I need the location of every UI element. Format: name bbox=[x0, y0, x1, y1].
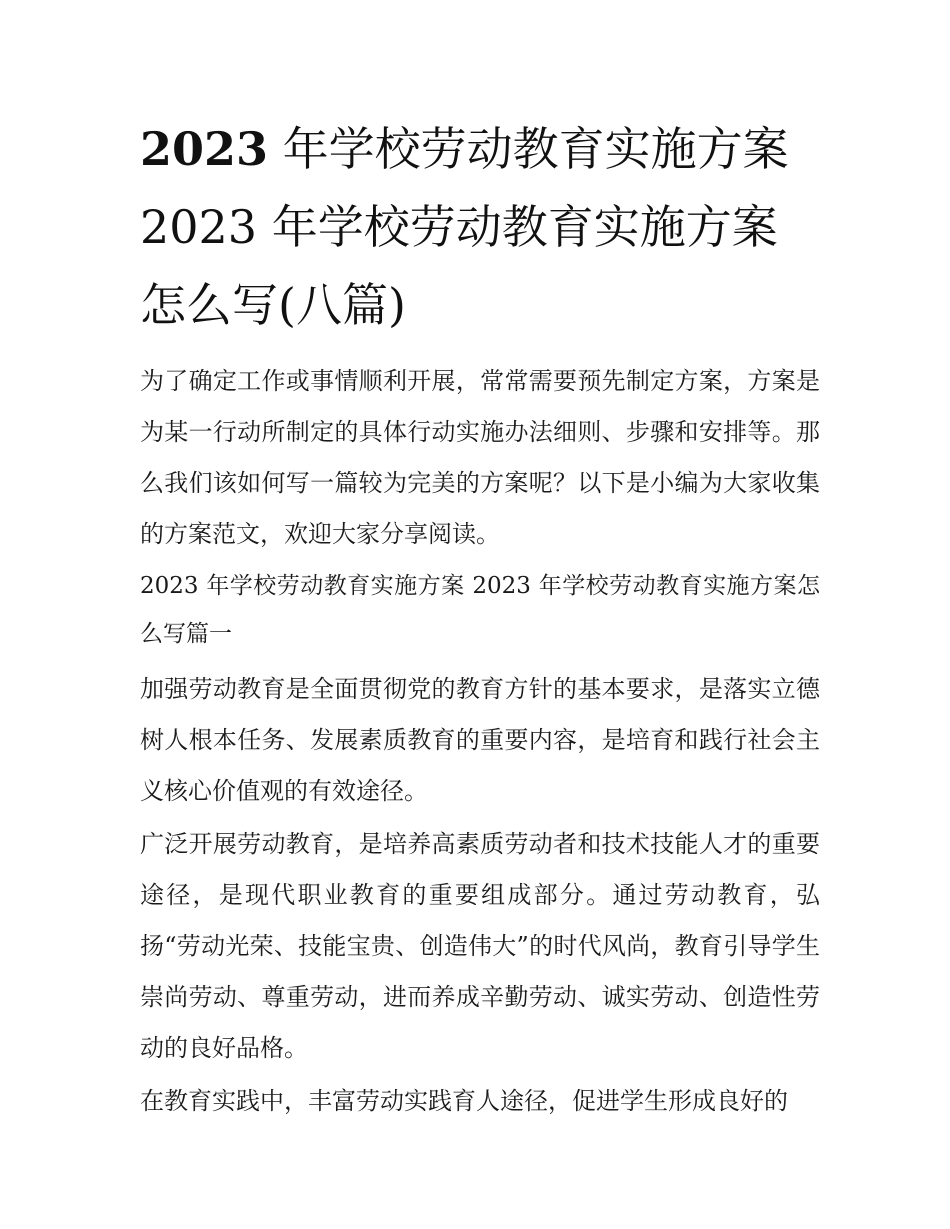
title-text: 年学校劳动教育实施方案 2023 年学校劳动教育实施方案怎么写(八篇) bbox=[140, 122, 789, 332]
title-year: 2023 bbox=[140, 122, 269, 176]
body-paragraph: 在教育实践中，丰富劳动实践育人途径，促进学生形成良好的 bbox=[140, 1087, 788, 1115]
body-paragraph: 加强劳动教育是全面贯彻党的教育方针的基本要求，是落实立德树人根本任务、发展素质教育的重要内容，是培育和践行社会主义核心价值观的有效途径。 bbox=[140, 675, 820, 805]
body-paragraph: 广泛开展劳动教育，是培养高素质劳动者和技术技能人才的重要途径，是现代职业教育的重要组成部分。通过劳动教育，弘扬“劳动光荣、技能宝贵、创造伟大”的时代风尚，教育引导学生崇尚劳动、尊重劳动，进而养成辛勤劳动、诚实劳动、创造性劳动的良好品格。 bbox=[140, 830, 820, 1062]
section-heading: 2023 年学校劳动教育实施方案 2023 年学校劳动教育实施方案怎么写篇一 bbox=[140, 573, 820, 647]
intro-paragraph: 为了确定工作或事情顺利开展，常常需要预先制定方案，方案是为某一行动所制定的具体行动实施办法细则、步骤和安排等。那么我们该如何写一篇较为完美的方案呢？以下是小编为大家收集的方案范文，欢迎大家分享阅读。 bbox=[140, 367, 820, 548]
document-title bbox=[140, 110, 820, 344]
